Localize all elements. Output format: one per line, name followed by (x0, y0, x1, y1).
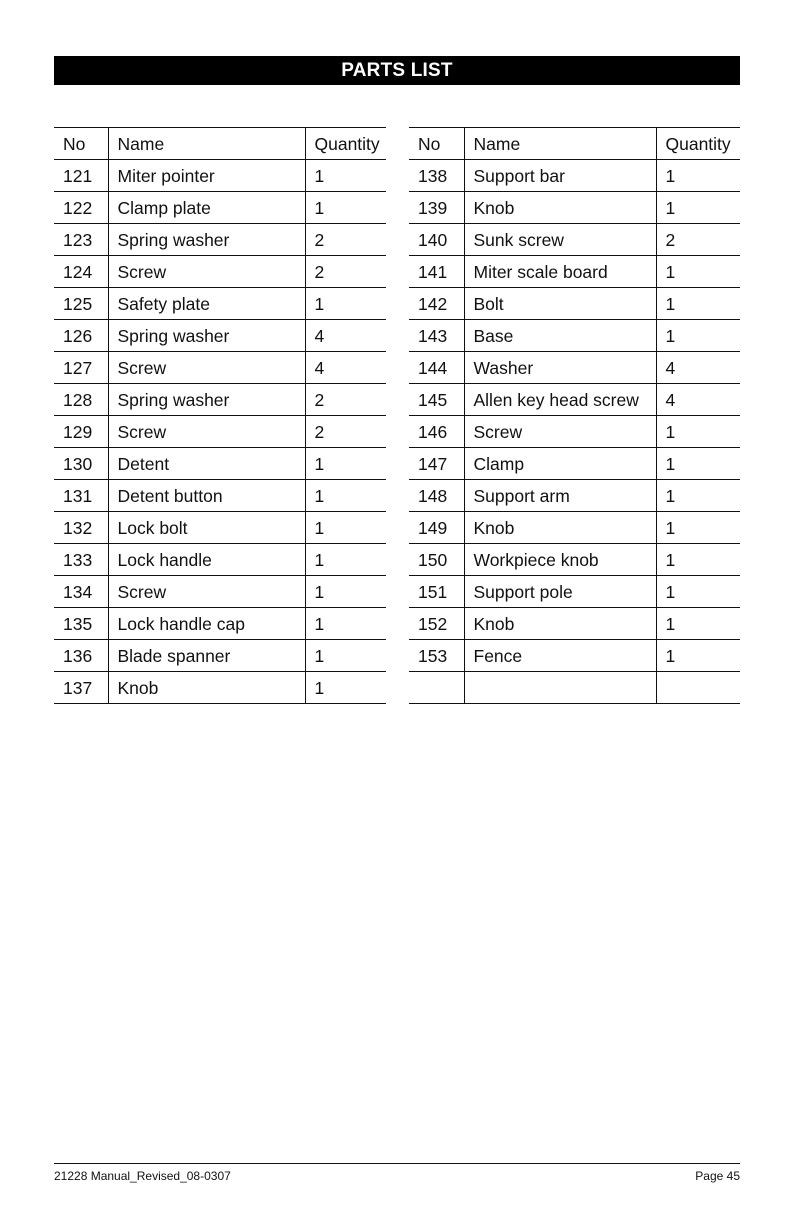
table-row (409, 576, 740, 608)
part-number-cell: 140 (409, 224, 464, 256)
part-quantity-cell: 1 (305, 192, 386, 224)
part-number-cell: 136 (54, 640, 108, 672)
part-name-cell: Screw (108, 576, 305, 608)
table-row (54, 448, 386, 480)
part-quantity-cell: 2 (305, 224, 386, 256)
table-row (54, 320, 386, 352)
part-number-cell: 148 (409, 480, 464, 512)
table-row (409, 480, 740, 512)
table-row (54, 352, 386, 384)
part-name-cell: Miter scale board (464, 256, 656, 288)
part-quantity-cell (656, 672, 740, 704)
part-number-cell: 134 (54, 576, 108, 608)
part-number-cell: 145 (409, 384, 464, 416)
part-name-cell: Lock bolt (108, 512, 305, 544)
table-header-row (409, 128, 740, 160)
part-quantity-cell: 1 (656, 192, 740, 224)
part-name-cell: Screw (464, 416, 656, 448)
table-row (409, 544, 740, 576)
part-quantity-cell: 1 (305, 448, 386, 480)
table-row (409, 672, 740, 704)
part-number-cell: 151 (409, 576, 464, 608)
part-number-cell: 131 (54, 480, 108, 512)
table-row (409, 512, 740, 544)
part-number-cell: 147 (409, 448, 464, 480)
part-name-cell: Knob (464, 512, 656, 544)
part-quantity-cell: 1 (656, 256, 740, 288)
part-number-cell: 144 (409, 352, 464, 384)
table-row (54, 384, 386, 416)
parts-table-right-body (409, 160, 740, 704)
table-row (409, 160, 740, 192)
part-number-cell: 143 (409, 320, 464, 352)
part-name-cell: Knob (108, 672, 305, 704)
part-number-cell: 141 (409, 256, 464, 288)
column-header-no: No (409, 128, 464, 160)
part-quantity-cell: 1 (656, 480, 740, 512)
part-number-cell: 129 (54, 416, 108, 448)
part-name-cell: Washer (464, 352, 656, 384)
part-name-cell: Sunk screw (464, 224, 656, 256)
part-number-cell: 137 (54, 672, 108, 704)
part-number-cell: 149 (409, 512, 464, 544)
table-row (54, 640, 386, 672)
parts-table-left (54, 127, 386, 704)
part-number-cell: 127 (54, 352, 108, 384)
table-row (54, 256, 386, 288)
part-name-cell: Clamp plate (108, 192, 305, 224)
part-number-cell (409, 672, 464, 704)
table-row (54, 512, 386, 544)
part-quantity-cell: 1 (305, 608, 386, 640)
footer-page-number: Page 45 (695, 1169, 740, 1183)
part-quantity-cell: 1 (656, 320, 740, 352)
page-title: PARTS LIST (54, 56, 740, 85)
part-name-cell: Screw (108, 256, 305, 288)
part-quantity-cell: 2 (305, 416, 386, 448)
part-name-cell: Safety plate (108, 288, 305, 320)
part-number-cell: 124 (54, 256, 108, 288)
part-quantity-cell: 1 (656, 544, 740, 576)
part-quantity-cell: 4 (656, 352, 740, 384)
table-row (54, 544, 386, 576)
footer-divider (54, 1163, 740, 1164)
part-quantity-cell: 1 (656, 288, 740, 320)
table-row (409, 608, 740, 640)
table-row (409, 384, 740, 416)
part-quantity-cell: 1 (305, 288, 386, 320)
part-number-cell: 125 (54, 288, 108, 320)
part-name-cell: Screw (108, 416, 305, 448)
part-name-cell: Detent (108, 448, 305, 480)
part-number-cell: 146 (409, 416, 464, 448)
part-number-cell: 122 (54, 192, 108, 224)
part-name-cell: Knob (464, 192, 656, 224)
table-row (54, 192, 386, 224)
table-row (409, 288, 740, 320)
column-header-no: No (54, 128, 108, 160)
part-quantity-cell: 1 (305, 544, 386, 576)
part-number-cell: 123 (54, 224, 108, 256)
table-row (54, 224, 386, 256)
part-quantity-cell: 1 (656, 640, 740, 672)
part-number-cell: 138 (409, 160, 464, 192)
part-name-cell: Knob (464, 608, 656, 640)
part-name-cell: Detent button (108, 480, 305, 512)
table-row (54, 416, 386, 448)
part-name-cell: Spring washer (108, 224, 305, 256)
part-quantity-cell: 1 (656, 576, 740, 608)
part-name-cell: Support arm (464, 480, 656, 512)
part-number-cell: 130 (54, 448, 108, 480)
part-name-cell: Lock handle (108, 544, 305, 576)
parts-table-left-body (54, 160, 386, 704)
part-name-cell: Support pole (464, 576, 656, 608)
part-number-cell: 153 (409, 640, 464, 672)
part-quantity-cell: 2 (305, 384, 386, 416)
part-quantity-cell: 1 (656, 608, 740, 640)
table-row (54, 288, 386, 320)
part-number-cell: 139 (409, 192, 464, 224)
part-name-cell: Fence (464, 640, 656, 672)
parts-table-right (409, 127, 740, 704)
part-quantity-cell: 2 (305, 256, 386, 288)
part-number-cell: 126 (54, 320, 108, 352)
part-quantity-cell: 1 (305, 576, 386, 608)
part-quantity-cell: 1 (656, 416, 740, 448)
part-number-cell: 121 (54, 160, 108, 192)
part-quantity-cell: 1 (305, 480, 386, 512)
part-number-cell: 128 (54, 384, 108, 416)
table-row (54, 480, 386, 512)
column-header-name: Name (108, 128, 305, 160)
column-header-quantity: Quantity (305, 128, 386, 160)
table-row (409, 448, 740, 480)
table-row (54, 576, 386, 608)
table-row (54, 608, 386, 640)
part-quantity-cell: 1 (305, 672, 386, 704)
part-name-cell: Blade spanner (108, 640, 305, 672)
table-row (409, 224, 740, 256)
part-quantity-cell: 4 (656, 384, 740, 416)
footer-document-id: 21228 Manual_Revised_08-0307 (54, 1169, 231, 1183)
table-row (409, 352, 740, 384)
part-name-cell: Workpiece knob (464, 544, 656, 576)
column-header-name: Name (464, 128, 656, 160)
table-row (54, 160, 386, 192)
part-number-cell: 132 (54, 512, 108, 544)
part-name-cell: Bolt (464, 288, 656, 320)
table-row (409, 640, 740, 672)
table-header-row (54, 128, 386, 160)
part-name-cell: Spring washer (108, 320, 305, 352)
part-quantity-cell: 1 (305, 512, 386, 544)
part-quantity-cell: 1 (656, 512, 740, 544)
part-quantity-cell: 1 (305, 640, 386, 672)
part-quantity-cell: 2 (656, 224, 740, 256)
part-quantity-cell: 1 (656, 160, 740, 192)
part-name-cell: Support bar (464, 160, 656, 192)
part-number-cell: 152 (409, 608, 464, 640)
part-name-cell: Base (464, 320, 656, 352)
part-number-cell: 142 (409, 288, 464, 320)
column-header-quantity: Quantity (656, 128, 740, 160)
part-name-cell: Lock handle cap (108, 608, 305, 640)
part-number-cell: 135 (54, 608, 108, 640)
part-name-cell: Allen key head screw (464, 384, 656, 416)
table-row (409, 256, 740, 288)
part-name-cell: Spring washer (108, 384, 305, 416)
part-quantity-cell: 4 (305, 320, 386, 352)
part-name-cell: Clamp (464, 448, 656, 480)
table-row (409, 192, 740, 224)
part-name-cell: Screw (108, 352, 305, 384)
table-row (409, 320, 740, 352)
part-quantity-cell: 4 (305, 352, 386, 384)
table-row (409, 416, 740, 448)
part-name-cell: Miter pointer (108, 160, 305, 192)
part-number-cell: 133 (54, 544, 108, 576)
part-quantity-cell: 1 (305, 160, 386, 192)
part-name-cell (464, 672, 656, 704)
part-quantity-cell: 1 (656, 448, 740, 480)
part-number-cell: 150 (409, 544, 464, 576)
table-row (54, 672, 386, 704)
